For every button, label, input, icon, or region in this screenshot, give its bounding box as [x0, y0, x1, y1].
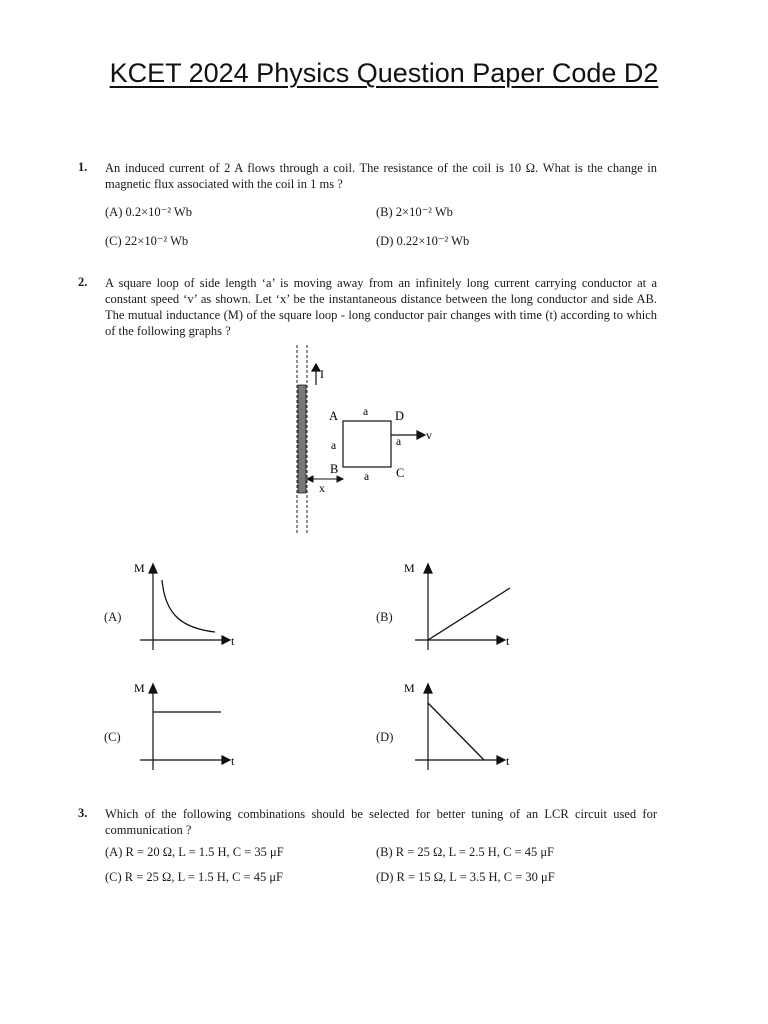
- graph-d-axes: [415, 684, 505, 770]
- loop-conductor-figure: [280, 340, 450, 540]
- graph-a: [125, 558, 245, 653]
- graph-c-x-label: t: [231, 754, 235, 768]
- graph-d-line: [428, 703, 484, 760]
- side-bottom-label: a: [364, 471, 370, 483]
- graph-d-label: (D): [376, 730, 394, 744]
- question-3-text: Which of the following combinations should be selected for better tuning of an LCR circuit used for communication ?: [105, 807, 657, 837]
- graph-c: [125, 678, 245, 773]
- long-conductor: [298, 385, 306, 493]
- graph-b: [400, 558, 520, 653]
- current-arrow: [312, 364, 320, 385]
- question-1-option-d: (D) 0.22×10⁻² Wb: [376, 234, 470, 248]
- question-1-option-a: (A) 0.2×10⁻² Wb: [105, 205, 192, 219]
- graph-a-curve: [162, 580, 215, 632]
- graph-d: [400, 678, 520, 773]
- graph-b-axes: [415, 564, 505, 650]
- question-1-option-c: (C) 22×10⁻² Wb: [105, 234, 189, 248]
- graph-a-label: (A): [104, 610, 122, 624]
- question-3-number: 3.: [78, 806, 88, 820]
- question-3-option-d: (D) R = 15 Ω, L = 3.5 H, C = 30 μF: [376, 870, 555, 884]
- graph-c-label: (C): [104, 730, 121, 744]
- question-2-text: A square loop of side length ‘a’ is moving away from an infinitely long current carrying conductor at a constant speed ‘v’ as shown. Let ‘x’ be the instantaneous distance between the long conductor and side AB. The mutual inductance (M) of the square loop - long conductor pair changes with time (t) according to which of the following graphs ?: [105, 276, 657, 338]
- graph-a-axes: [140, 564, 230, 650]
- question-1-text: An induced current of 2 A flows through a coil. The resistance of the coil is 10 Ω. What is the change in magnetic flux associated with the coil in 1 ms ?: [105, 161, 657, 191]
- question-3-option-b: (B) R = 25 Ω, L = 2.5 H, C = 45 μF: [376, 845, 555, 859]
- graph-a-x-label: t: [231, 634, 235, 648]
- side-right-label: a: [396, 436, 402, 448]
- corner-a-label: A: [329, 409, 339, 423]
- graph-b-label: (B): [376, 610, 393, 624]
- page-title: KCET 2024 Physics Question Paper Code D2: [109, 58, 659, 88]
- corner-c-label: C: [396, 466, 405, 480]
- graph-b-line: [428, 588, 510, 640]
- question-3-option-c: (C) R = 25 Ω, L = 1.5 H, C = 45 μF: [105, 870, 284, 884]
- graph-b-x-label: t: [506, 634, 510, 648]
- side-left-label: a: [331, 440, 337, 452]
- corner-b-label: B: [330, 462, 339, 476]
- square-loop: [343, 421, 391, 467]
- question-2-number: 2.: [78, 275, 88, 289]
- question-1-number: 1.: [78, 160, 88, 174]
- graph-d-x-label: t: [506, 754, 510, 768]
- question-3-option-a: (A) R = 20 Ω, L = 1.5 H, C = 35 μF: [105, 845, 284, 859]
- question-1-option-b: (B) 2×10⁻² Wb: [376, 205, 453, 219]
- distance-arrow: [307, 476, 343, 482]
- side-top-label: a: [363, 406, 369, 418]
- corner-d-label: D: [395, 409, 405, 423]
- current-label: I: [320, 367, 324, 381]
- graph-d-y-label: M: [404, 681, 415, 695]
- graph-c-y-label: M: [134, 681, 145, 695]
- velocity-label: v: [426, 428, 432, 442]
- graph-a-y-label: M: [134, 561, 145, 575]
- graph-b-y-label: M: [404, 561, 415, 575]
- graph-c-axes: [140, 684, 230, 770]
- distance-label: x: [319, 481, 325, 495]
